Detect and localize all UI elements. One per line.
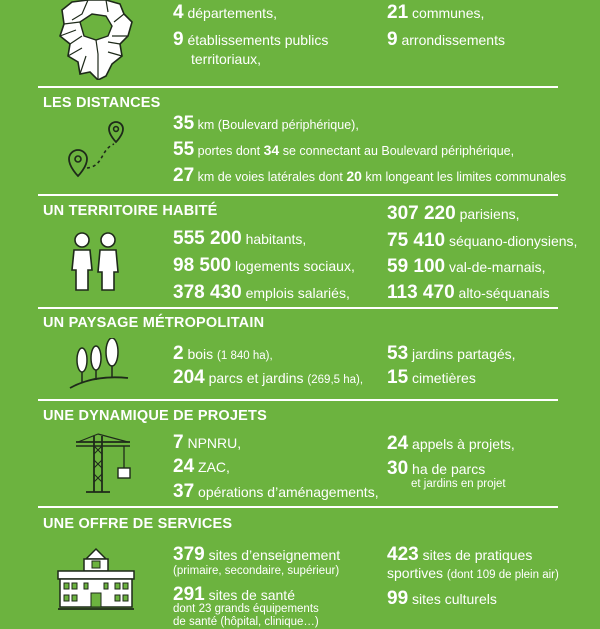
stat-label: portes dont: [194, 144, 264, 158]
stat-enseignement-note: (primaire, secondaire, supérieur): [173, 565, 340, 577]
stat-logements: [173, 256, 355, 276]
stat-label: communes,: [412, 5, 485, 21]
stat-label: km (Boulevard périphérique),: [194, 118, 359, 132]
stat-number: 21: [387, 2, 409, 23]
stat-sante-note2: de santé (hôpital, clinique…): [173, 616, 319, 628]
map-pin-route-icon: [64, 120, 134, 182]
stat-sante-note: dont 23 grands équipements: [173, 603, 319, 615]
stat-number: 204: [173, 367, 205, 388]
stat-number: 59 100: [387, 256, 446, 277]
stat-number: 35: [173, 113, 195, 134]
stat-number: 378 430: [173, 282, 242, 303]
section-title-distances: LES DISTANCES: [43, 95, 161, 111]
stat-sequano: [387, 231, 577, 251]
stat-pratiques-sportives-line2: [387, 564, 559, 585]
stat-appels: [387, 434, 515, 454]
stat-label: cimetières: [412, 370, 476, 386]
school-building-icon: [56, 545, 136, 611]
stat-label: appels à projets,: [412, 436, 515, 452]
stat-jardins-partages: [387, 344, 516, 364]
stat-label: bois: [187, 346, 214, 362]
stat-label: val-de-marnais,: [449, 259, 546, 275]
stat-number: 113 470: [387, 282, 455, 303]
stat-number-2: 34: [263, 142, 280, 158]
stat-portes: [173, 140, 514, 161]
section-title-services: UNE OFFRE DE SERVICES: [43, 516, 233, 532]
crane-icon: [74, 432, 138, 494]
stat-number: 24: [387, 433, 409, 454]
stat-parisiens: [387, 204, 520, 224]
stat-label: ZAC,: [198, 459, 230, 475]
stat-label: ha de parcs: [412, 461, 486, 477]
stat-label: séquano-dionysiens,: [449, 233, 578, 249]
section-title-projets: UNE DYNAMIQUE DE PROJETS: [43, 408, 267, 424]
stat-number: 98 500: [173, 255, 232, 276]
stat-number: 37: [173, 481, 195, 502]
stat-number: 27: [173, 165, 195, 186]
stat-number: 2: [173, 343, 184, 364]
stat-note: (1 840 ha),: [217, 350, 273, 362]
section-title-paysage: UN PAYSAGE MÉTROPOLITAIN: [43, 315, 265, 331]
stat-pratiques-sportives: [387, 545, 532, 565]
stat-ha-parcs-line2: et jardins en projet: [411, 478, 506, 490]
stat-label: sites de pratiques: [422, 547, 533, 563]
stat-note: (269,5 ha),: [307, 374, 364, 386]
stat-number: 307 220: [387, 203, 456, 224]
stat-note: (dont 109 de plein air): [446, 569, 559, 581]
stat-label: opérations d’aménagements,: [198, 484, 379, 500]
stat-number: 75 410: [387, 230, 446, 251]
stat-number: 7: [173, 432, 184, 453]
stat-boulevard: [173, 114, 359, 135]
section-title-territoire: UN TERRITOIRE HABITÉ: [43, 203, 218, 219]
stat-label-2: se connectant au Boulevard périphérique,: [279, 144, 515, 158]
stat-bois: [173, 344, 273, 366]
people-icon: [70, 230, 122, 292]
stat-number: 99: [387, 588, 409, 609]
section-divider: [38, 307, 558, 309]
stat-number: 379: [173, 544, 205, 565]
stat-cimetieres: [387, 368, 476, 388]
stat-label-2: km longeant les limites communales: [361, 170, 567, 184]
stat-label: sites de santé: [208, 587, 295, 603]
stat-number: 4: [173, 2, 184, 23]
paris-map-icon: [58, 0, 138, 80]
stat-number: 15: [387, 367, 409, 388]
stat-departements: [173, 3, 277, 23]
stat-label: jardins partagés,: [412, 346, 516, 362]
stat-number: 53: [387, 343, 409, 364]
stat-communes: [387, 3, 484, 23]
stat-label: établissements publics: [187, 32, 329, 48]
stat-valdemarnais: [387, 257, 546, 277]
stat-label: habitants,: [245, 231, 307, 247]
stat-label: km de voies latérales dont: [194, 170, 347, 184]
stat-number: 9: [387, 29, 398, 50]
stat-voies: [173, 166, 566, 187]
stat-arrondissements: [387, 30, 505, 50]
stat-number: 9: [173, 29, 184, 50]
stat-label: alto-séquanais: [458, 285, 550, 301]
section-divider: [38, 86, 558, 88]
trees-icon: [68, 338, 130, 390]
section-divider: [38, 399, 558, 401]
stat-number-2: 20: [346, 168, 362, 184]
stat-enseignement: [173, 545, 340, 565]
stat-altosequanais: [387, 283, 550, 303]
stat-emplois: [173, 283, 350, 303]
stat-parcs: [173, 368, 363, 390]
stat-label: logements sociaux,: [235, 258, 355, 274]
stat-label: arrondissements: [401, 32, 505, 48]
stat-habitants: [173, 229, 306, 249]
stat-label: parisiens,: [459, 206, 520, 222]
stat-label-line2: territoriaux,: [191, 51, 262, 67]
stat-etablissements: [173, 30, 328, 69]
stat-label: parcs et jardins: [208, 370, 304, 386]
stat-label: emplois salariés,: [245, 285, 350, 301]
stat-operations: [173, 482, 379, 502]
stat-npnru: [173, 433, 241, 453]
section-divider: [38, 506, 558, 508]
stat-number: 55: [173, 139, 195, 160]
stat-label: départements,: [187, 5, 277, 21]
stat-number: 291: [173, 584, 205, 605]
stat-label: NPNRU,: [187, 435, 242, 451]
stat-label-line2: sportives: [387, 565, 444, 581]
stat-zac: [173, 457, 230, 477]
stat-label: sites culturels: [412, 591, 497, 607]
stat-label: sites d’enseignement: [208, 547, 341, 563]
stat-number: 423: [387, 544, 419, 565]
stat-number: 555 200: [173, 228, 242, 249]
stat-culturels: [387, 589, 497, 609]
stat-sante: [173, 585, 295, 605]
stat-number: 30: [387, 458, 409, 479]
stat-ha-parcs: [387, 459, 485, 479]
section-divider: [38, 194, 558, 196]
stat-number: 24: [173, 456, 195, 477]
